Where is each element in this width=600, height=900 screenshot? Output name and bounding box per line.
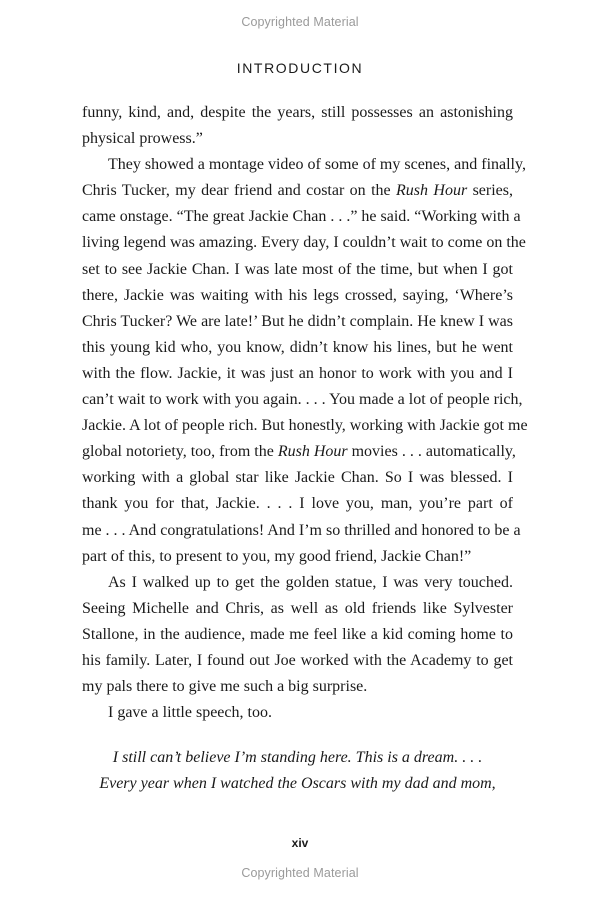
text-run: series, [467,182,514,200]
text-line: working with a global star like Jackie Chan. So I was blessed. I [82,469,513,487]
text-line: I gave a little speech, too. [108,704,272,722]
text-line [82,178,513,204]
text-line: can’t wait to work with you again. . . . You made a lot of people rich, [82,391,523,409]
copyright-watermark-top: Copyrighted Material [241,15,359,29]
block-quote-spacer [82,726,513,745]
speech-quote-line: I still can’t believe I’m standing here. This is a dream. . . . [112,749,483,767]
text-run: Chris Tucker, my dear friend and costar on the [82,182,397,200]
text-line [82,439,516,465]
text-line: funny, kind, and, despite the years, still possesses an astonishing [82,104,513,121]
text-line: his family. Later, I found out Joe worked with the Academy to get [82,651,513,669]
text-line: physical prowess.” [82,130,203,148]
text-line: As I walked up to get the golden statue, I was very touched. [108,573,513,591]
book-title: Rush Hour [396,182,468,200]
text-line: thank you for that, Jackie. . . . I love you, man, you’re part of [82,495,513,513]
text-line: set to see Jackie Chan. I was late most of the time, but when I got [82,260,513,278]
text-line: me . . . And congratulations! And I’m so thrilled and honored to be a [82,521,521,539]
text-line: came onstage. “The great Jackie Chan . . .” he said. “Working with a [82,208,521,226]
text-line: Seeing Michelle and Chris, as well as old friends like Sylvester [82,599,513,617]
text-line: They showed a montage video of some of my scenes, and finally, [108,156,526,174]
speech-quote-line: Every year when I watched the Oscars with my dad and mom, [99,775,496,793]
text-run: movies . . . automatically, [347,443,516,461]
text-line: with the flow. Jackie, it was just an honor to work with you and I [82,364,513,382]
copyright-watermark-bottom: Copyrighted Material [241,866,359,880]
text-line: Stallone, in the audience, made me feel like a kid coming home to [82,625,513,643]
book-title: Rush Hour [277,443,348,461]
text-line: Jackie. A lot of people rich. But honestly, working with Jackie got me [82,417,528,435]
text-line: there, Jackie was waiting with his legs crossed, saying, ‘Where’s [82,286,513,304]
text-line: my pals there to give me such a big surprise. [82,678,368,696]
text-line: this young kid who, you know, didn’t know his lines, but he went [82,338,513,356]
body-text [82,100,528,797]
text-line: living legend was amazing. Every day, I couldn’t wait to come on the [82,234,526,252]
page-number: xiv [291,836,309,850]
text-line: part of this, to present to you, my good friend, Jackie Chan!” [82,547,472,565]
running-head: INTRODUCTION [236,60,364,76]
text-run: global notoriety, too, from the [82,443,278,461]
text-line: Chris Tucker? We are late!’ But he didn’t complain. He knew I was [82,312,513,330]
